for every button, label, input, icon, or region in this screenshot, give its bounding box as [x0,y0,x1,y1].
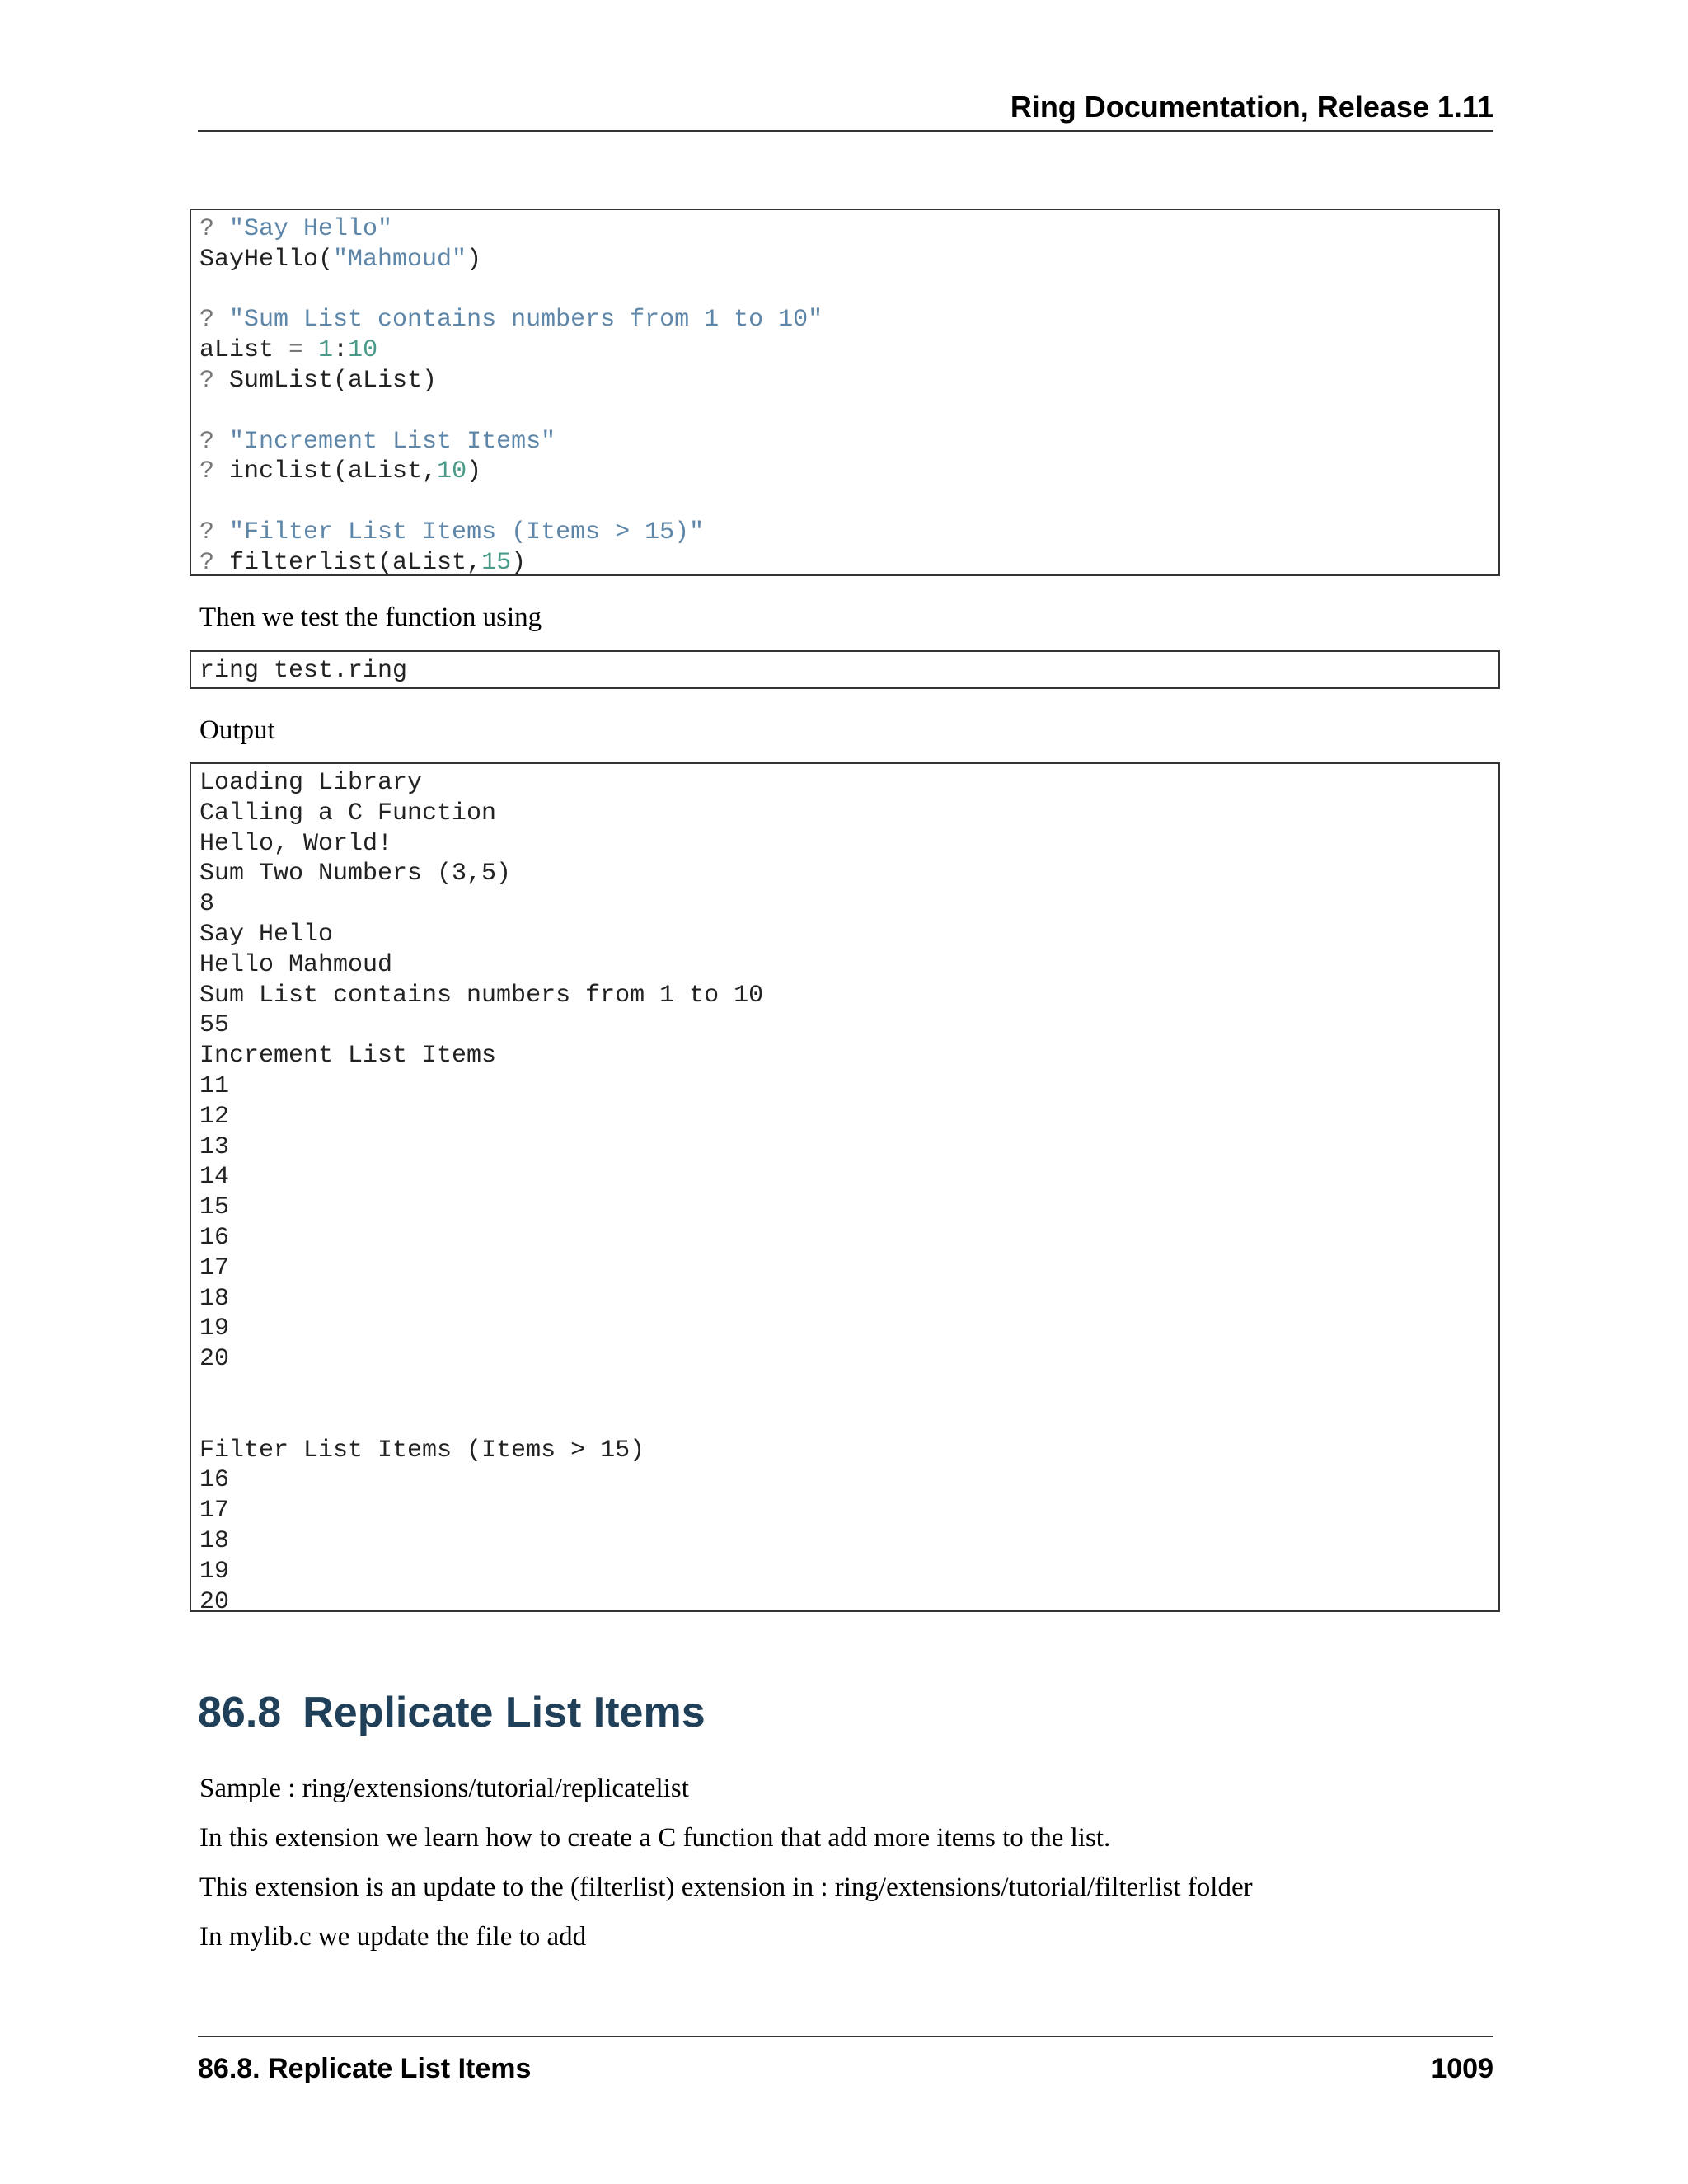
code-token: "Increment List Items" [229,427,556,456]
paragraph-sample-path: Sample : ring/extensions/tutorial/replicatelist [199,1774,689,1803]
code-token: "Say Hello" [229,215,393,243]
code-token: aList [199,336,289,365]
code-token: ? [199,306,230,335]
code-token: ) [511,548,527,577]
paragraph-extension-intro: In this extension we learn how to create a C function that add more items to the list. [199,1823,1111,1853]
code-token: inclist(aList, [229,457,438,486]
document-title: Ring Documentation, Release 1.11 [1010,90,1493,124]
code-token: filterlist(aList, [229,548,482,577]
run-command-text: ring test.ring [199,657,408,685]
code-token: 10 [437,457,467,486]
paragraph-mylib-update: In mylib.c we update the file to add [199,1922,587,1952]
code-token: ) [467,457,482,486]
section-number: 86.8 [198,1689,282,1736]
section-title-text: Replicate List Items [302,1689,706,1736]
paragraph-output: Output [199,715,275,745]
footer-section-label: 86.8. Replicate List Items [198,2053,532,2084]
code-block-test-calls-text [191,210,1498,579]
code-token: ? [199,215,230,243]
paragraph-extension-update: This extension is an update to the (filterlist) extension in : ring/extensions/tutorial/filterlist folder [199,1872,1253,1902]
code-block-test-calls [190,209,1500,576]
page-footer [198,2036,1493,2087]
code-token: 10 [348,336,378,365]
code-token: ? [199,518,230,546]
code-token: ? [199,548,230,577]
code-block-run-command [190,650,1500,689]
code-token: ) [467,245,482,274]
output-block-text: Loading Library Calling a C Function Hello, World! Sum Two Numbers (3,5) 8 Say Hello Hello Mahmoud Sum List contains numbers from 1 to 10 55 Increment List Items 11 12 13 14 15 16 17 18 19 20 Filter List Items (Items > 15) 16 17 18 19 20 [199,769,764,1616]
code-token: "Sum List contains numbers from 1 to 10" [229,306,823,335]
code-token: ? [199,366,230,395]
code-token: 15 [481,548,512,577]
code-token: 1 [318,336,334,365]
code-token: "Mahmoud" [333,245,467,274]
section-heading [198,1688,706,1737]
code-token: SayHello( [199,245,334,274]
page-header [198,91,1493,132]
paragraph-then-test: Then we test the function using [199,602,542,632]
code-token: ? [199,457,230,486]
code-token: SumList(aList) [229,366,438,395]
code-token: ? [199,427,230,456]
code-token: "Filter List Items (Items > 15)" [229,518,705,546]
page-number: 1009 [1431,2053,1493,2084]
output-block [190,762,1500,1616]
code-token: : [333,336,349,365]
code-token: = [288,336,319,365]
